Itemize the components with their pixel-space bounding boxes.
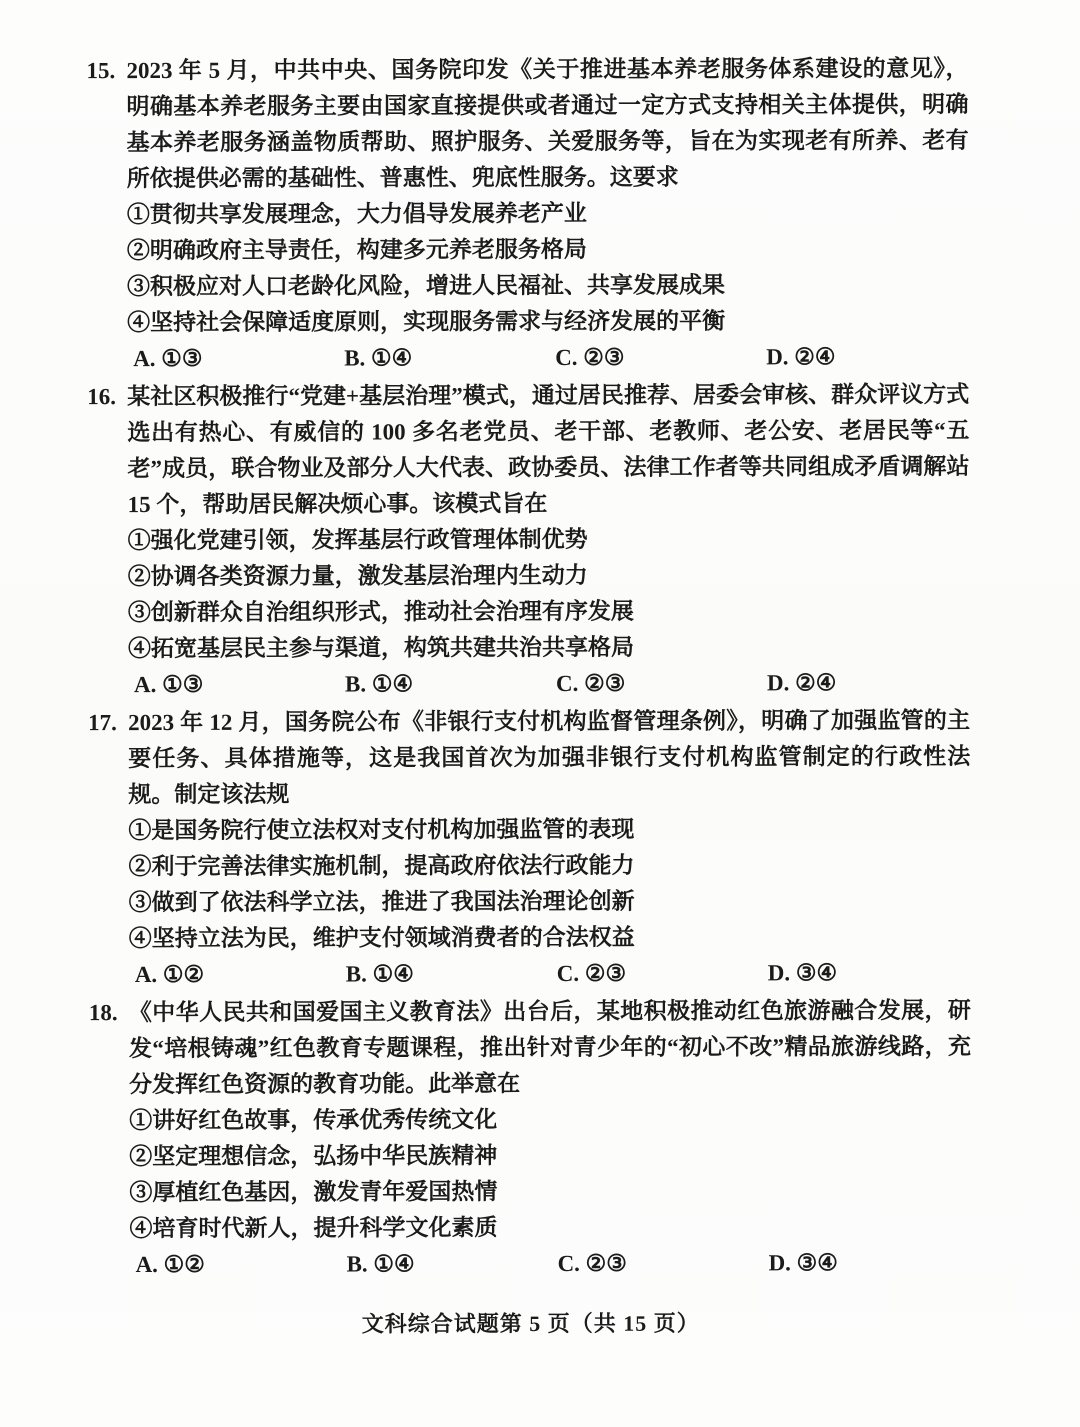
- question-17: [88, 703, 971, 993]
- option-b: B. ①④: [344, 345, 413, 371]
- options-row: [128, 665, 970, 703]
- option-a: A. ①③: [133, 345, 203, 372]
- option-b: B. ①④: [346, 1251, 415, 1277]
- option-d: D. ②④: [766, 344, 836, 370]
- option-b: B. ①④: [345, 961, 414, 987]
- statement-item-4: ④坚持社会保障适度原则，实现服务需求与经济发展的平衡: [127, 308, 726, 336]
- statement-item-2: ②协调各类资源力量，激发基层治理内生动力: [127, 562, 588, 590]
- question-16: [87, 377, 970, 703]
- option-b: B. ①④: [345, 671, 414, 697]
- statement-item-3: ③做到了依法科学立法，推进了我国法治理论创新: [128, 888, 635, 916]
- statement-item-1: ①讲好红色故事，传承优秀传统文化: [129, 1107, 498, 1134]
- question-number: 18.: [88, 1000, 118, 1026]
- statement-item-4: ④拓宽基层民主参与渠道，构筑共建共治共享格局: [127, 634, 634, 662]
- statement-item-1: ①是国务院行使立法权对支付机构加强监管的表现: [128, 816, 635, 844]
- option-c: C. ②③: [555, 670, 626, 696]
- option-d: D. ③④: [767, 960, 838, 986]
- statement-item-2: ②利于完善法律实施机制，提高政府依法行政能力: [128, 852, 635, 880]
- option-c: C. ②③: [557, 1250, 627, 1276]
- option-a: A. ①③: [134, 671, 204, 698]
- question-stem: 2023 年 12 月，国务院公布《非银行支付机构监督管理条例》，明确了加强监管的主要任务、具体措施等，这是我国首次为加强非银行支付机构监管制定的行政性法规。制定该法规: [128, 707, 971, 808]
- option-d: D. ②④: [766, 670, 837, 696]
- options-row: [130, 1245, 972, 1283]
- statement-item-3: ③厚植红色基因，激发青年爱国热情: [129, 1179, 498, 1206]
- options-row: [129, 955, 971, 993]
- statement-item-4: ④培育时代新人，提升科学文化素质: [129, 1215, 498, 1242]
- question-stem: 某社区积极推行“党建+基层治理”模式，通过居民推荐、居委会审核、群众评议方式选出有热心、有威信的 100 多名老党员、老干部、老教师、老公安、老居民等“五老”成员，联合物业及部分人大代表、政协委员、法律工作者等共同组成矛盾调解站 15 个，帮助居民解决烦心事。该模式旨在: [127, 381, 970, 518]
- option-a: A. ①②: [134, 961, 205, 988]
- statement-item-1: ①贯彻共享发展理念，大力倡导发展养老产业: [126, 200, 587, 228]
- question-stem: 2023 年 5 月，中共中央、国务院印发《关于推进基本养老服务体系建设的意见》，明确基本养老服务主要由国家直接提供或者通过一定方式支持相关主体提供，明确基本养老服务涵盖物质帮助、照护服务、关爱服务等，旨在为实现老有所养、老有所依提供必需的基础性、普惠性、兜底性服务。这要求: [126, 55, 969, 192]
- statement-item-3: ③创新群众自治组织形式，推动社会治理有序发展: [127, 598, 634, 626]
- question-stem: 《中华人民共和国爱国主义教育法》出台后，某地积极推动红色旅游融合发展，研发“培根铸魂”红色教育专题课程，推出针对青少年的“初心不改”精品旅游线路，充分发挥红色资源的教育功能。此举意在: [128, 997, 972, 1098]
- option-c: C. ②③: [556, 960, 627, 986]
- option-d: D. ③④: [768, 1250, 838, 1276]
- question-18: [89, 993, 972, 1283]
- page-footer: 文科综合试题第 5 页（共 15 页）: [361, 1310, 700, 1337]
- statement-item-1: ①强化党建引领，发挥基层行政管理体制优势: [127, 526, 588, 554]
- statement-item-2: ②明确政府主导责任，构建多元养老服务格局: [126, 236, 587, 264]
- statement-item-4: ④坚持立法为民，维护支付领域消费者的合法权益: [128, 924, 635, 952]
- option-c: C. ②③: [555, 344, 625, 370]
- option-a: A. ①②: [135, 1251, 205, 1278]
- question-number: 17.: [88, 710, 117, 736]
- statement-item-2: ②坚定理想信念，弘扬中华民族精神: [129, 1143, 498, 1170]
- statement-item-3: ③积极应对人口老龄化风险，增进人民福祉、共享发展成果: [126, 272, 726, 300]
- question-number: 15.: [86, 58, 116, 84]
- question-number: 16.: [87, 384, 117, 410]
- options-row: [127, 339, 969, 377]
- question-15: [86, 51, 969, 377]
